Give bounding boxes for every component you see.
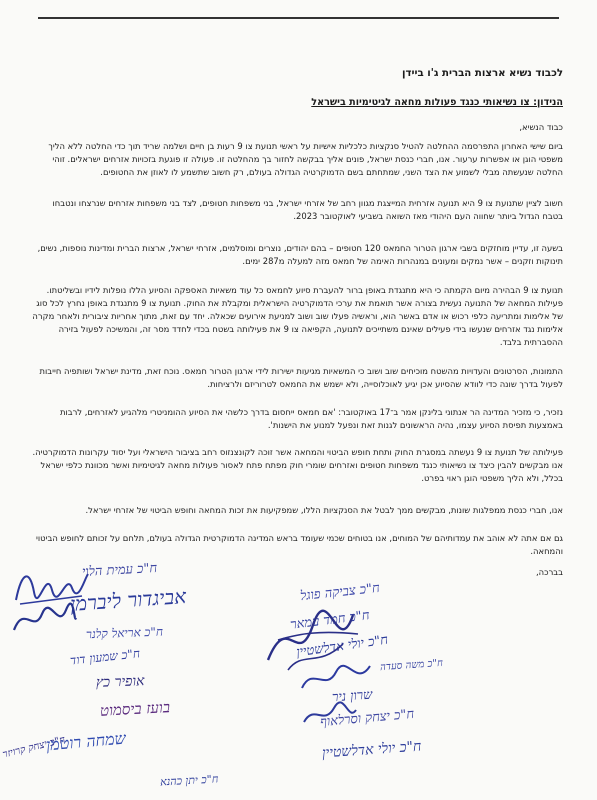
closing: בברכה, [536,567,563,577]
paragraph-7: פעילותה של תנועת צו 9 נעשתה במסגרת החוק ותחת חופש הביטוי והמחאה אשר זוכה לקונצנזוס רחב בציבור הישראלי ועל יסוד עקרונות הדמוקרטיה. אנו מבקשים להבין כיצד צו נשיאותי כנגד משפחות חטופים ואזרחים שומרי חוק מפתח פתח לאסור פעולות מחאה לגיטימיות ואשר מכוונת כלפי ישראל בכלל, ולא הליך משפטי הוגן ראוי בפרט. [32,447,563,483]
signature-left-3: ח"כ אריאל קלנר [85,624,164,642]
addressee: לכבוד נשיא ארצות הברית ג'ו ביידן [402,68,563,79]
paragraph-5: התמונות, הסרטונים והעדויות מהשטח מוכיחים שוב ושוב כי המשאיות מגיעות ישירות לידי ארגון הטרור חמאס. נוכח זאת, מדינת ישראל ושותפיה חייבות לפעול בדרך שונה כדי לוודא שהסיוע אכן יגיע לאוכלוסייה, ולא ישמש את החמאס לטרוריזם ולרציחות. [39,366,563,389]
paragraph-2: חשוב לציין שתנועת צו 9 היא תנועה אזרחית המייצגת מגוון רחב של אזרחי ישראל, בני משפחות חטופים, לצד בני משפחות אזרחים שנרצחו ונטבחו בטבח הגדול ביותר שחווה העם היהודי מאז השואה בשביעי לאוקטובר 2023. [52,198,563,221]
signature-right-5: שרון ניר [331,687,373,706]
signature-left-5: אופיר כץ [95,673,145,691]
signature-left-8: ח"כ יצחק קרויזר [1,734,67,761]
signature-left-9: ח"כ יתן כהנא [159,772,219,789]
signature-right-1: ח"כ צביקה פוגל [299,580,381,605]
subject-line: הנידון: צו נשיאותי כנגד פעולות מחאה לגיטימיות בישראל [311,97,563,108]
signature-scribble-4 [296,658,376,698]
signature-left-1: ח"כ עמית הלוי [81,561,158,580]
signature-scribble-5 [300,700,360,730]
paragraph-1: ביום שישי האחרון התפרסמה ההחלטה להטיל סנקציות כלכליות אישיות על ראשי תנועת צו 9 רעות בן חיים ושלמה שריד תוך כדי החלטה ללא הליך משפטי הוגן או אפשרות ערעור. אנו, חברי כנסת ישראל, פונים אליך בבקשה לחזור בך מהחלטה זו. פעולה זו פוגעת בזכויות אזרחים ישראלים. זוהי החלטה שנעשתה מבלי לשמוע את הצד השני, שמתחתם בשם הדמוקרטיה הגדולה בעולם, רק חשוב שתשמע לו לאוזן את החטופים. [48,141,563,177]
signature-right-7: ח"כ יולי אדלשטיין [321,738,422,762]
signature-right-6: ח"כ יצחק וסרלאוף [319,706,415,731]
signature-block [0,560,597,800]
signature-left-7: שמחה רוטמן [45,728,127,755]
signature-right-3: ח"כ יולי אדלשטיין [295,632,389,661]
paragraph-8: אנו, חברי כנסת ממפלגות שונות, מבקשים ממך לבטל את הסנקציות הללו, שמפקיעות את זכות המחאה וחופש הביטוי של אזרחי ישראל. [85,505,563,515]
greeting: כבוד הנשיא, [519,122,563,132]
paragraph-6: נזכיר, כי מזכיר המדינה הר אנתוני בלינקן אמר ב־17 באוקטובר: 'אם חמאס ייחסום בדרך כלשהי את הסיוע ההומניטרי מלהגיע לאזרחים, לרבות באמצעות תפיסת הסיוע עצמו, נהיה הראשונים לגנות זאת ונפעל למנוע את הישנות'. [59,407,563,430]
signature-right-4: ח"כ משה סעדה [379,657,444,674]
paragraph-3: בשעה זו, עדיין מוחזקים בשבי ארגון הטרור החמאס 120 חטופים – בהם יהודים, נוצרים ומוסלמים, אזרחי ישראל, ארצות הברית ומדינות נוספות, נשים, תינוקות וזקנים – אשר נמקים ומעונים במנהרות האימה של חמאס מזה למעלה מ287 ימים. [37,243,563,266]
paragraph-9: גם אם אתה לא אוהב את עמדותיהם של המוחים, אנו בטוחים שכמי שעומד בראש המדינה הדמוקרטית הגדולה בעולם, תלחם על זכותם לחופש הביטוי והמחאה. [36,533,563,556]
signature-right-2: ח"כ חמד עמאר [289,608,371,633]
signature-left-2: אביגדור ליברמן [69,583,187,617]
signature-scribble-2 [10,600,80,640]
paragraph-4: תנועת צו 9 הבהירה מיום הקמתה כי היא מתנגדת באופן ברור להעברת סיוע לחמאס כל עוד משאיות האספקה והסיוע הללו נופלות לידיו ובשליטתו. פעילות המחאה של התנועה נעשית בצורה אשר תואמת את ערכי הדמוקרטיה הישראלית ומקבלת את החוק. תנועת צו 9 מתנגדת באופן נחרץ לכל סוג של אלימות ומתריעה כלפי רכוש או אדם באשר הוא, וראשיה פעלו שוב ושוב למניעת אירועים שכאלה. יחד עם זאת, מתוך אחריות ציבורית ולאחר מקרה אלימות נגד אזרחים שנעשו בידי פעילים שאינם משתייכים לתנועה, הקפיאה צו 9 את פעילותה בשטח בכדי לחדד מסר זה, והמשיכה לפעול בזירה ההסברתית בלבד. [32,285,563,347]
header-rule [38,17,559,19]
signature-left-6: בועז ביסמוט [99,698,171,720]
signature-left-4: ח"כ שמעון דוד [69,646,141,668]
